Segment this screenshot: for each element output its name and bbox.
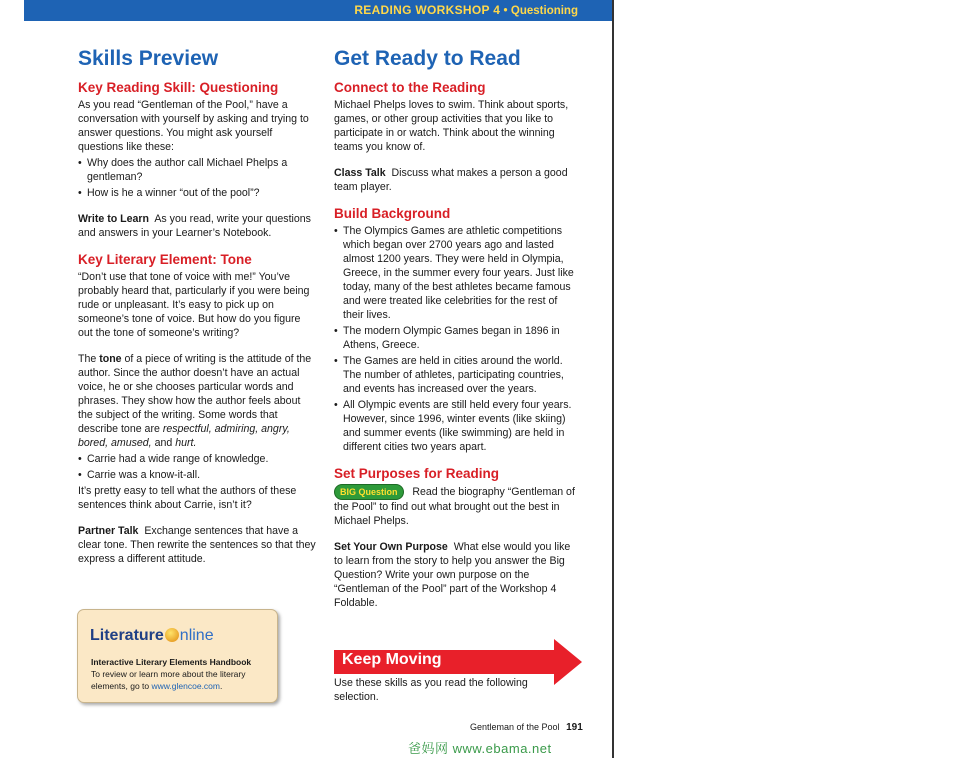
- footer-title: Gentleman of the Pool: [470, 722, 560, 732]
- class-lead: Class Talk: [334, 167, 386, 179]
- class-talk: [334, 166, 580, 194]
- partner-talk: [78, 524, 318, 566]
- list-item: • The modern Olympic Games began in 1896 in Athens, Greece.: [334, 324, 580, 352]
- lit-text-body: To review or learn more about the literary elements, go to: [91, 669, 246, 691]
- list-item: • Carrie was a know-it-all.: [78, 468, 318, 482]
- header-bar: [24, 0, 612, 21]
- literary-paragraph: “Don’t use that tone of voice with me!” You’ve probably heard that, particularly if you were being rude or unpleasant. It’s easy to pick up on someone’s tone of voice. But how do you figure out the tone of someone’s writing?: [78, 271, 310, 339]
- connect-heading: Connect to the Reading: [334, 80, 486, 95]
- glencoe-link[interactable]: www.glencoe.com: [151, 681, 220, 691]
- tone-and: and: [151, 437, 176, 449]
- keep-moving-text: Use these skills as you read the following selection.: [334, 677, 528, 703]
- purposes-text: Read the biography “Gentleman of the Pool” to find out what brought out the best in Michael Phelps.: [334, 486, 575, 527]
- own-text: What else would you like to learn from the story to help you answer the Big Question? Write your own purpose on the “Gentleman of the Pool” part of the Workshop 4 Foldable.: [334, 541, 571, 609]
- header-workshop: READING WORKSHOP 4: [354, 3, 501, 17]
- header-topic: Questioning: [510, 5, 578, 17]
- question-list: [78, 156, 318, 200]
- get-ready-title: Get Ready to Read: [334, 47, 521, 70]
- tone-pre: The: [78, 353, 100, 365]
- list-item: • How is he a winner “out of the pool”?: [78, 186, 318, 200]
- header-separator: •: [503, 5, 508, 17]
- easy-paragraph: It’s pretty easy to tell what the authors of these sentences think about Carrie, isn’t it?: [78, 485, 297, 511]
- watermark: 爸妈网 www.ebama.net: [408, 741, 552, 756]
- literary-element-heading: Key Literary Element: Tone: [78, 252, 252, 267]
- tone-words: respectful, admiring, angry, bored, amused,: [78, 423, 290, 449]
- globe-icon: [165, 628, 179, 642]
- page-footer: [470, 722, 583, 733]
- lit-text-end: .: [220, 681, 223, 691]
- tone-last: hurt.: [175, 437, 197, 449]
- write-text: As you read, write your questions and answers in your Learner’s Notebook.: [78, 213, 311, 239]
- list-item: • Carrie had a wide range of knowledge.: [78, 452, 318, 466]
- list-item: • All Olympic events are still held every four years. However, since 1996, winter events (like skiing) and summer events (like swimming) are held in different cities two years apart.: [334, 398, 580, 454]
- tone-paragraph: [78, 352, 318, 450]
- background-list: [334, 224, 580, 454]
- page-number: 191: [566, 722, 583, 733]
- partner-lead: Partner Talk: [78, 525, 139, 537]
- literature-online-box: [77, 609, 278, 703]
- list-item: • The Games are held in cities around the world. The number of athletes, participating countries, and events has increased over the years.: [334, 354, 580, 396]
- key-reading-heading: Key Reading Skill: Questioning: [78, 80, 279, 95]
- page-edge-divider: [612, 0, 614, 758]
- own-lead: Set Your Own Purpose: [334, 541, 448, 553]
- set-own-purpose: [334, 540, 580, 610]
- logo-part-a: Literature: [90, 627, 164, 644]
- right-column: [334, 46, 580, 622]
- skills-preview-title: Skills Preview: [78, 47, 219, 70]
- literature-online-logo: [90, 628, 214, 642]
- list-item: • Why does the author call Michael Phelps a gentleman?: [78, 156, 318, 184]
- connect-paragraph: Michael Phelps loves to swim. Think about sports, games, or other group activities that you like to participate in or watch. Think about the winning teams you know of.: [334, 99, 569, 153]
- literature-online-title: Interactive Literary Elements Handbook: [91, 657, 252, 667]
- build-background-heading: Build Background: [334, 206, 451, 221]
- class-text: Discuss what makes a person a good team player.: [334, 167, 568, 193]
- literature-online-text: [91, 668, 271, 692]
- list-item: • The Olympics Games are athletic competitions which began over 2700 years ago and lasted almost 1200 years. They were held in Olympia, Greece, in the summer every four years. Just like today, many of the best athletes became famous and were treated like celebrities for the rest of their lives.: [334, 224, 580, 322]
- key-reading-paragraph: As you read “Gentleman of the Pool,” have a conversation with yourself by asking and trying to answer questions. You might ask yourself questions like these:: [78, 99, 309, 153]
- set-purposes-heading: Set Purposes for Reading: [334, 466, 500, 481]
- tone-word: tone: [99, 353, 122, 365]
- left-column: [78, 46, 318, 578]
- tone-mid: of a piece of writing is the attitude of the author. Since the author doesn’t have an actual voice, he or she chooses particular words and phrases. They show how the author feels about the subject of the writing. Some words that describe tone are: [78, 353, 312, 435]
- logo-part-b: nline: [179, 627, 214, 644]
- write-to-learn: [78, 212, 318, 240]
- example-list: [78, 452, 318, 482]
- keep-moving-label: Keep Moving: [342, 651, 442, 668]
- big-question-badge: BIG Question: [334, 484, 404, 500]
- purposes-paragraph: [334, 484, 580, 528]
- partner-text: Exchange sentences that have a clear tone. Then rewrite the sentences so that they express a different attitude.: [78, 525, 316, 565]
- write-lead: Write to Learn: [78, 213, 150, 225]
